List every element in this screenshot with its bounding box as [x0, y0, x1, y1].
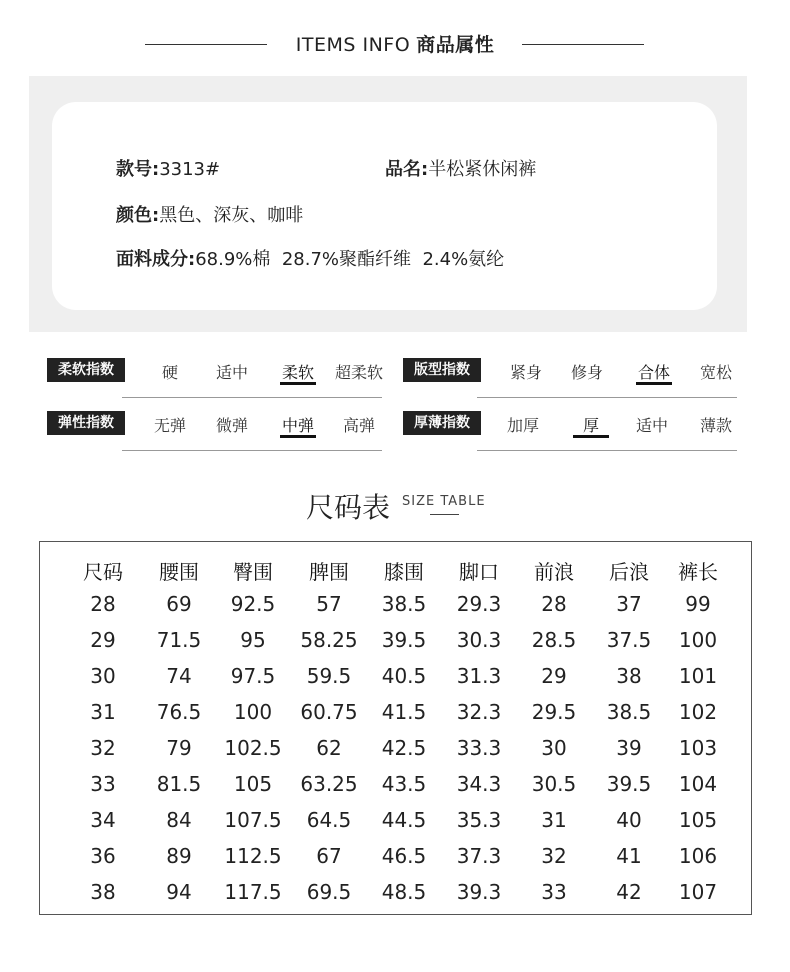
table-cell: 112.5 [224, 844, 282, 868]
table-cell: 28.5 [531, 628, 577, 652]
table-cell: 29 [541, 664, 567, 688]
table-cell: 33 [90, 772, 116, 796]
table-cell: 97.5 [230, 664, 276, 688]
table-cell: 74 [166, 664, 192, 688]
table-cell: 41.5 [381, 700, 427, 724]
table-cell: 30.3 [456, 628, 502, 652]
table-cell: 28 [541, 592, 567, 616]
table-cell: 106 [678, 844, 718, 868]
style-number [116, 155, 220, 181]
fabric-key: 面料成分: [116, 249, 196, 270]
index-option: 修身 [570, 363, 604, 382]
table-cell: 69 [166, 592, 192, 616]
table-cell: 28 [90, 592, 116, 616]
table-cell: 100 [678, 628, 718, 652]
table-header-cell: 脾围 [309, 560, 349, 584]
table-cell: 30.5 [531, 772, 577, 796]
table-cell: 42.5 [381, 736, 427, 760]
table-cell: 32 [541, 844, 567, 868]
index-selected-marker [573, 435, 609, 438]
table-cell: 62 [316, 736, 342, 760]
product-name-key: 品名: [385, 159, 429, 180]
table-cell: 102 [678, 700, 718, 724]
table-cell: 105 [233, 772, 273, 796]
table-cell: 117.5 [224, 880, 282, 904]
table-cell: 95 [240, 628, 266, 652]
table-header-cell: 脚口 [459, 560, 499, 584]
style-number-value: 3313# [159, 159, 221, 180]
table-cell: 33 [541, 880, 567, 904]
size-table-subtitle: SIZE TABLE [402, 494, 486, 509]
table-cell: 29.3 [456, 592, 502, 616]
index-option: 适中 [215, 363, 249, 382]
table-cell: 46.5 [381, 844, 427, 868]
table-header-cell: 裤长 [678, 560, 718, 584]
table-cell: 32 [90, 736, 116, 760]
table-cell: 36 [90, 844, 116, 868]
table-header-cell: 尺码 [83, 560, 123, 584]
size-table [39, 541, 752, 915]
table-cell: 48.5 [381, 880, 427, 904]
table-cell: 31 [90, 700, 116, 724]
size-table-subtitle-underline [430, 514, 459, 515]
table-header-cell: 膝围 [384, 560, 424, 584]
index-baseline [122, 397, 382, 398]
index-option-selected: 合体 [637, 363, 671, 382]
table-cell: 107.5 [224, 808, 282, 832]
table-cell: 58.25 [300, 628, 358, 652]
index-option: 硬 [161, 363, 179, 382]
index-selected-marker [280, 382, 316, 385]
index-option-selected: 中弹 [281, 416, 315, 435]
index-option: 加厚 [506, 416, 540, 435]
fabric-value: 68.9%棉 28.7%聚酯纤维 2.4%氨纶 [195, 249, 505, 270]
index-option: 紧身 [509, 363, 543, 382]
index-option: 薄款 [699, 416, 733, 435]
style-number-key: 款号: [116, 159, 160, 180]
table-cell: 76.5 [156, 700, 202, 724]
table-cell: 39 [616, 736, 642, 760]
table-cell: 31.3 [456, 664, 502, 688]
colors-key: 颜色: [116, 205, 160, 226]
table-cell: 43.5 [381, 772, 427, 796]
index-label: 版型指数 [403, 358, 481, 382]
table-cell: 64.5 [306, 808, 352, 832]
table-cell: 39.5 [606, 772, 652, 796]
colors-value: 黑色、深灰、咖啡 [159, 205, 304, 226]
table-header-cell: 腰围 [159, 560, 199, 584]
index-baseline [477, 397, 737, 398]
table-cell: 29 [90, 628, 116, 652]
index-label: 弹性指数 [47, 411, 125, 435]
index-option-selected: 柔软 [281, 363, 315, 382]
index-baseline [122, 450, 382, 451]
index-baseline [477, 450, 737, 451]
index-option: 宽松 [699, 363, 733, 382]
table-cell: 38 [616, 664, 642, 688]
table-header-cell: 臀围 [233, 560, 273, 584]
table-cell: 94 [166, 880, 192, 904]
table-cell: 63.25 [300, 772, 358, 796]
table-cell: 34.3 [456, 772, 502, 796]
index-option: 超柔软 [334, 363, 384, 382]
table-cell: 103 [678, 736, 718, 760]
table-cell: 33.3 [456, 736, 502, 760]
table-cell: 39.3 [456, 880, 502, 904]
table-cell: 38.5 [381, 592, 427, 616]
fabric [116, 245, 504, 271]
table-cell: 44.5 [381, 808, 427, 832]
table-cell: 30 [541, 736, 567, 760]
table-cell: 32.3 [456, 700, 502, 724]
colors [116, 201, 303, 227]
index-label: 柔软指数 [47, 358, 125, 382]
index-option-selected: 厚 [582, 416, 600, 435]
table-cell: 37.5 [606, 628, 652, 652]
table-cell: 100 [233, 700, 273, 724]
table-cell: 105 [678, 808, 718, 832]
section-title-en: ITEMS INFO [295, 34, 411, 56]
index-option: 微弹 [215, 416, 249, 435]
table-cell: 39.5 [381, 628, 427, 652]
index-label: 厚薄指数 [403, 411, 481, 435]
table-cell: 99 [685, 592, 711, 616]
table-header-cell: 后浪 [609, 560, 649, 584]
table-cell: 79 [166, 736, 192, 760]
table-cell: 30 [90, 664, 116, 688]
table-cell: 101 [678, 664, 718, 688]
table-cell: 67 [316, 844, 342, 868]
table-cell: 81.5 [156, 772, 202, 796]
table-cell: 104 [678, 772, 718, 796]
table-cell: 69.5 [306, 880, 352, 904]
table-cell: 59.5 [306, 664, 352, 688]
index-selected-marker [280, 435, 316, 438]
table-cell: 42 [616, 880, 642, 904]
table-header-cell: 前浪 [534, 560, 574, 584]
table-cell: 71.5 [156, 628, 202, 652]
table-cell: 107 [678, 880, 718, 904]
section-title [0, 30, 790, 57]
table-cell: 37.3 [456, 844, 502, 868]
table-cell: 57 [316, 592, 342, 616]
table-cell: 37 [616, 592, 642, 616]
table-cell: 31 [541, 808, 567, 832]
index-option: 高弹 [342, 416, 376, 435]
table-cell: 84 [166, 808, 192, 832]
table-cell: 38 [90, 880, 116, 904]
table-cell: 102.5 [224, 736, 282, 760]
product-name [385, 155, 536, 181]
table-cell: 40 [616, 808, 642, 832]
index-selected-marker [636, 382, 672, 385]
index-option: 无弹 [153, 416, 187, 435]
table-cell: 41 [616, 844, 642, 868]
table-cell: 38.5 [606, 700, 652, 724]
table-cell: 35.3 [456, 808, 502, 832]
table-cell: 89 [166, 844, 192, 868]
table-cell: 92.5 [230, 592, 276, 616]
table-cell: 29.5 [531, 700, 577, 724]
table-cell: 40.5 [381, 664, 427, 688]
section-title-zh: 商品属性 [416, 34, 495, 56]
table-cell: 60.75 [300, 700, 358, 724]
index-option: 适中 [635, 416, 669, 435]
size-table-title: 尺码表 [306, 491, 391, 524]
table-cell: 34 [90, 808, 116, 832]
product-name-value: 半松紧休闲裤 [428, 159, 537, 180]
